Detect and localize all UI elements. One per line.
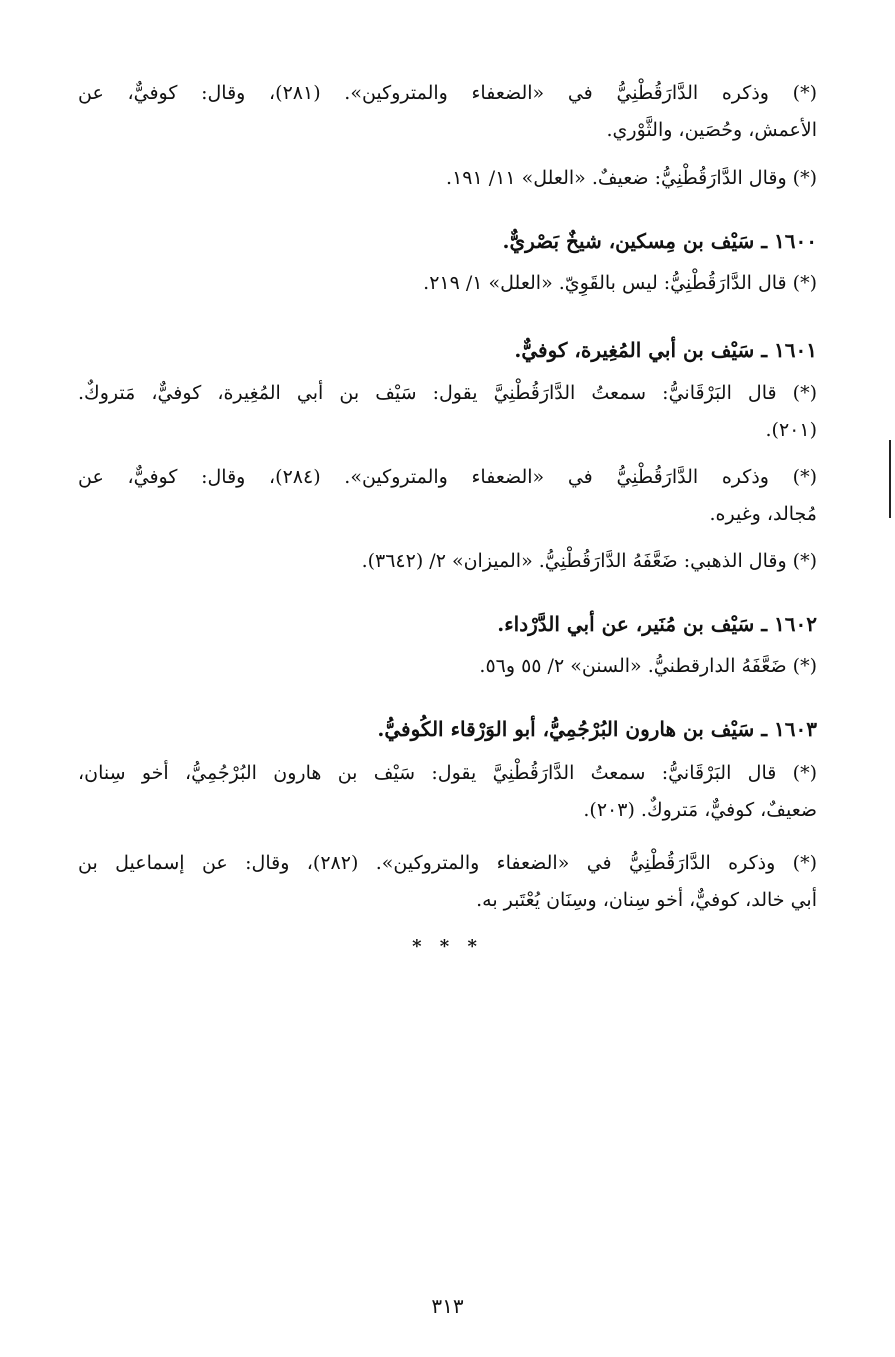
text-line: مُجالد، وغيره.	[709, 503, 817, 525]
text-line: (*) وذكره الدَّارَقُطْنِيُّ في «الضعفاء والمتروكين». (٢٨٤)، وقال: كوفيٌّ، عن	[78, 466, 817, 488]
text-line: (*) قال الدَّارَقُطْنِيُّ: ليس بالقَوِيّ. «العلل» ١/ ٢١٩.	[423, 272, 817, 294]
section-separator: * * *	[412, 936, 483, 957]
text-line: أبي خالد، كوفيٌّ، أخو سِنان، وسِنَان يُعْتَبر به.	[476, 889, 817, 911]
entry-heading: ١٦٠١ ـ سَيْف بن أبي المُغِيرة، كوفيٌّ.	[514, 338, 817, 362]
text-line: (*) قال البَرْقَانيُّ: سمعتُ الدَّارَقُطْنِيَّ يقول: سَيْف بن أبي المُغِيرة، كوفيٌّ، مَتروكٌ.	[78, 382, 817, 404]
entry-heading: ١٦٠٣ ـ سَيْف بن هارون البُرْجُمِيُّ، أبو الوَرْقاء الكُوفيُّ.	[377, 717, 817, 741]
text-line: (*) وذكره الدَّارَقُطْنِيُّ في «الضعفاء والمتروكين». (٢٨٢)، وقال: عن إسماعيل بن	[78, 852, 817, 874]
text-line: (*) ضَعَّفَهُ الدارقطنيُّ. «السنن» ٢/ ٥٥ و٥٦.	[479, 655, 817, 677]
text-line: الأعمش، وحُصَين، والثَّوْري.	[606, 119, 817, 141]
entry-heading: ١٦٠٢ ـ سَيْف بن مُنَير، عن أبي الدَّرْداء.	[497, 612, 817, 636]
text-line: ضعيفٌ، كوفيٌّ، مَتروكٌ. (٢٠٣).	[583, 799, 817, 821]
text-line: (*) وقال الذهبي: ضَعَّفَهُ الدَّارَقُطْنِيُّ. «الميزان» ٢/ (٣٦٤٢).	[361, 550, 817, 572]
text-line: (*) قال البَرْقَانيُّ: سمعتُ الدَّارَقُطْنِيَّ يقول: سَيْف بن هارون البُرْجُمِيُّ، أخو سِنان،	[78, 762, 817, 784]
scan-edge-mark	[889, 440, 891, 518]
page-number: ٣١٣	[431, 1294, 464, 1318]
text-line: (٢٠١).	[765, 419, 817, 441]
text-line: (*) وذكره الدَّارَقُطْنِيُّ في «الضعفاء والمتروكين». (٢٨١)، وقال: كوفيٌّ، عن	[78, 82, 817, 104]
entry-heading: ١٦٠٠ ـ سَيْف بن مِسكين، شيخٌ بَصْريٌّ.	[502, 229, 817, 253]
text-line: (*) وقال الدَّارَقُطْنِيُّ: ضعيفٌ. «العلل» ١١/ ١٩١.	[446, 167, 817, 189]
